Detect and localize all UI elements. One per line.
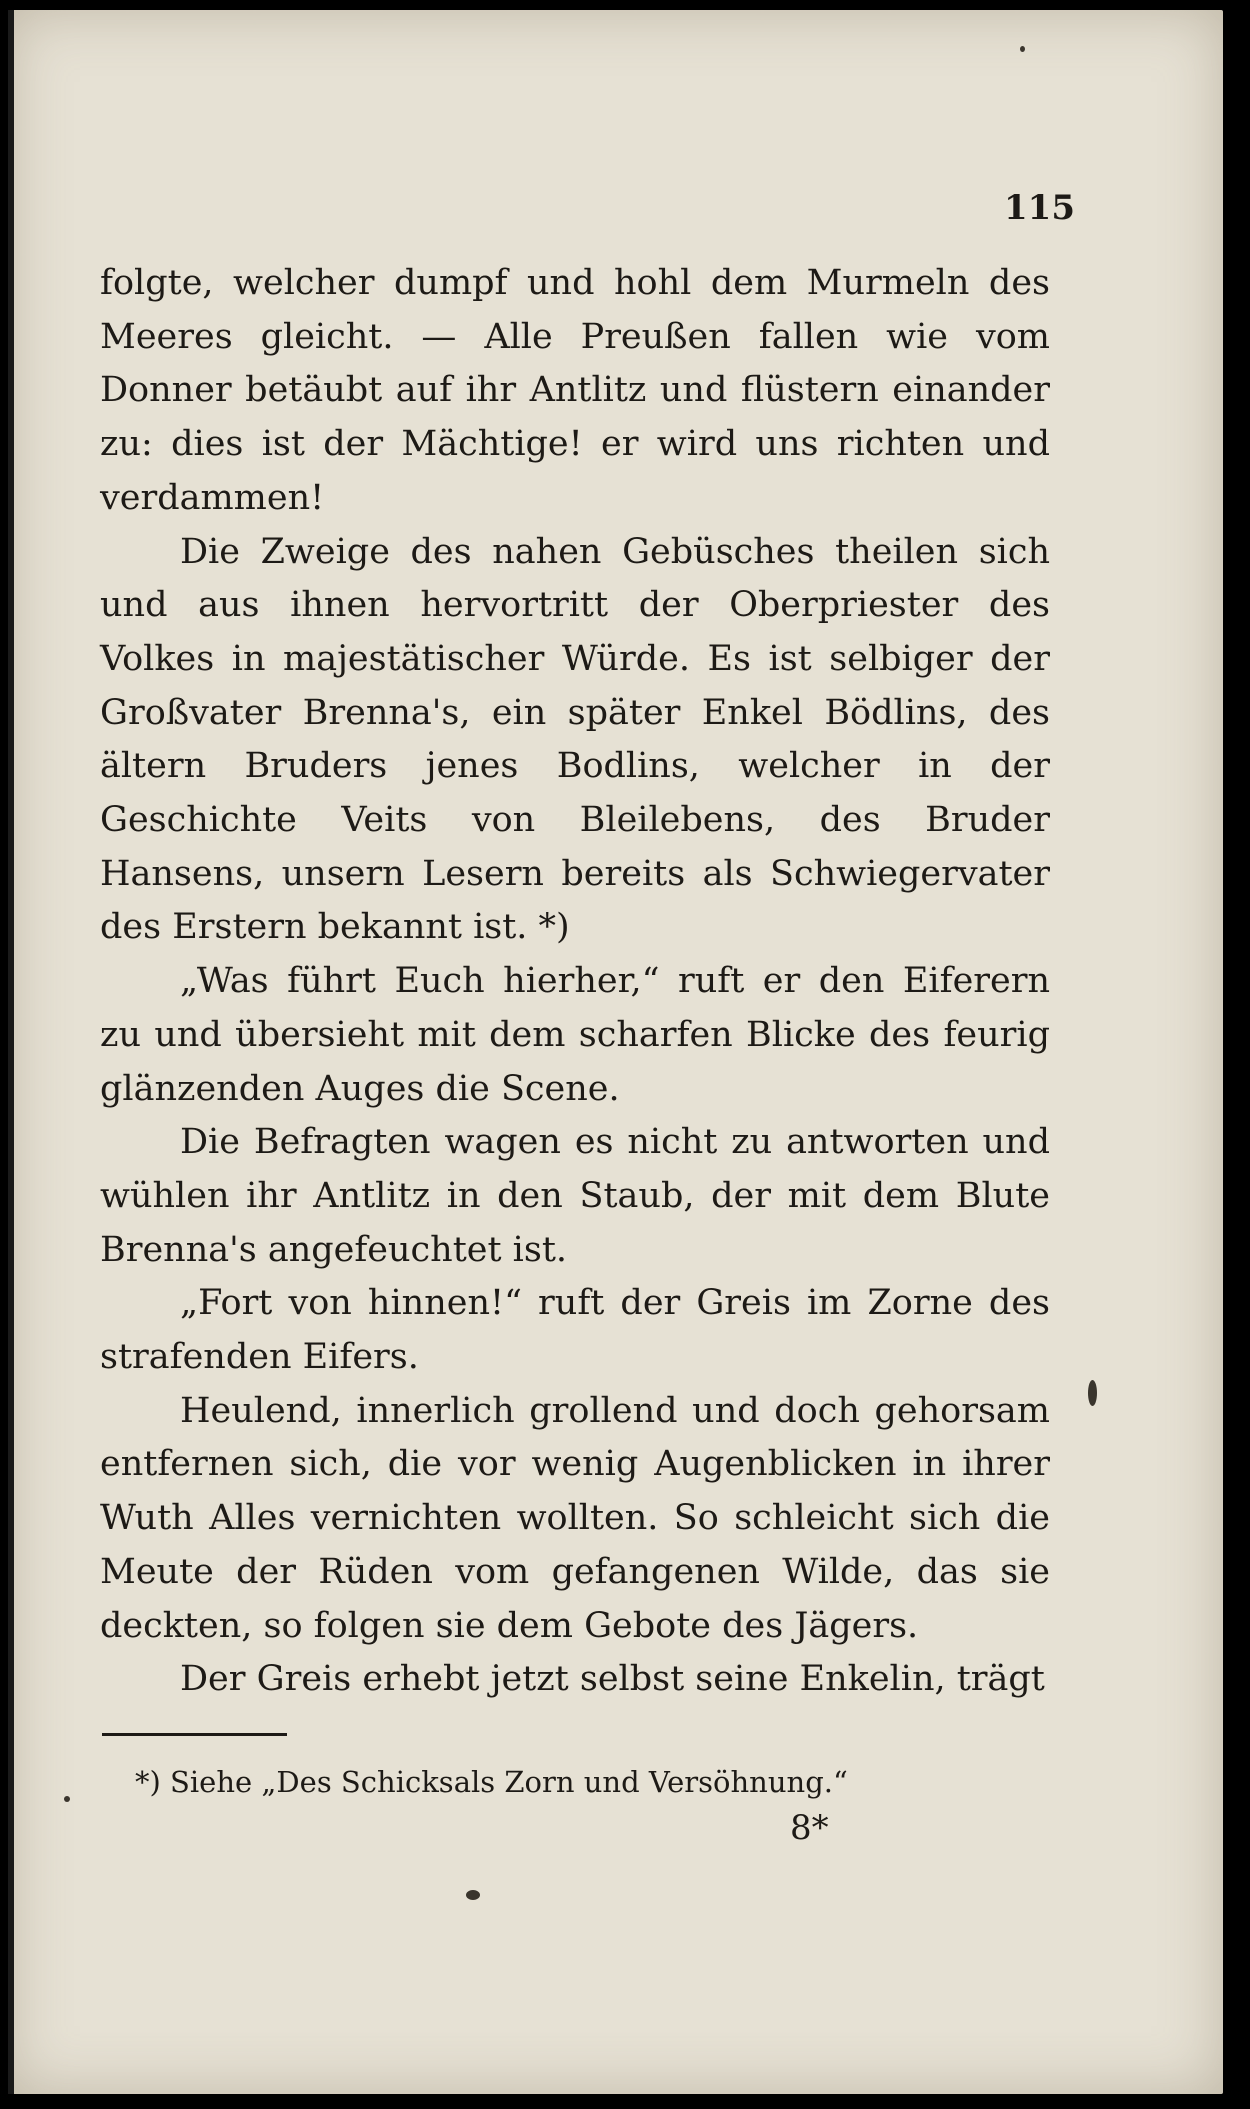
paragraph-7: Der Greis erhebt jetzt selbst seine Enkelin, trägt xyxy=(180,1659,1045,1700)
paper-speck xyxy=(466,1890,480,1900)
paragraph-6: Heulend, innerlich grollend und doch gehorsam entfernen sich, die vor wenig Augenblicken in ihrer Wuth Alles vernichten wollten. So schleicht sich die Meute der Rüden vom gefangenen Wilde, das sie deckten, so folgen sie dem Gebote des Jägers. xyxy=(100,1390,1050,1646)
paragraph-4: Die Befragten wagen es nicht zu antworten und wühlen ihr Antlitz in den Staub, der mit dem Blute Brenna's angefeuchtet ist. xyxy=(100,1122,1050,1270)
paper-speck xyxy=(64,1796,70,1802)
page-number: 115 xyxy=(1004,188,1075,228)
footnote-rule xyxy=(102,1733,287,1736)
body-text xyxy=(100,257,1050,1707)
page-binding-edge xyxy=(8,10,14,2094)
paragraph-5: „Fort von hinnen!“ ruft der Greis im Zorne des strafenden Eifers. xyxy=(100,1283,1050,1378)
paper-speck xyxy=(1088,1380,1097,1406)
footnote: *) Siehe „Des Schicksals Zorn und Versöhnung.“ xyxy=(135,1765,848,1799)
paragraph-1: folgte, welcher dumpf und hohl dem Murmeln des Meeres gleicht. — Alle Preußen fallen wie vom Donner betäubt auf ihr Antlitz und flüstern einander zu: dies ist der Mächtige! er wird uns richten und verdammen! xyxy=(100,263,1050,518)
paragraph-2: Die Zweige des nahen Gebüsches theilen sich und aus ihnen hervortritt der Oberpriester des Volkes in majestätischer Würde. Es ist selbiger der Großvater Brenna's, ein später Enkel Bödlins, des ältern Bruders jenes Bodlins, welcher in der Geschichte Veits von Bleilebens, des Bruder Hansens, unsern Lesern bereits als Schwiegervater des Erstern bekannt ist. *) xyxy=(100,531,1050,948)
paper-speck xyxy=(1020,46,1025,52)
signature-mark: 8* xyxy=(790,1808,829,1848)
paragraph-3: „Was führt Euch hierher,“ ruft er den Eiferern zu und übersieht mit dem scharfen Blicke des feurig glänzenden Auges die Scene. xyxy=(100,961,1050,1109)
